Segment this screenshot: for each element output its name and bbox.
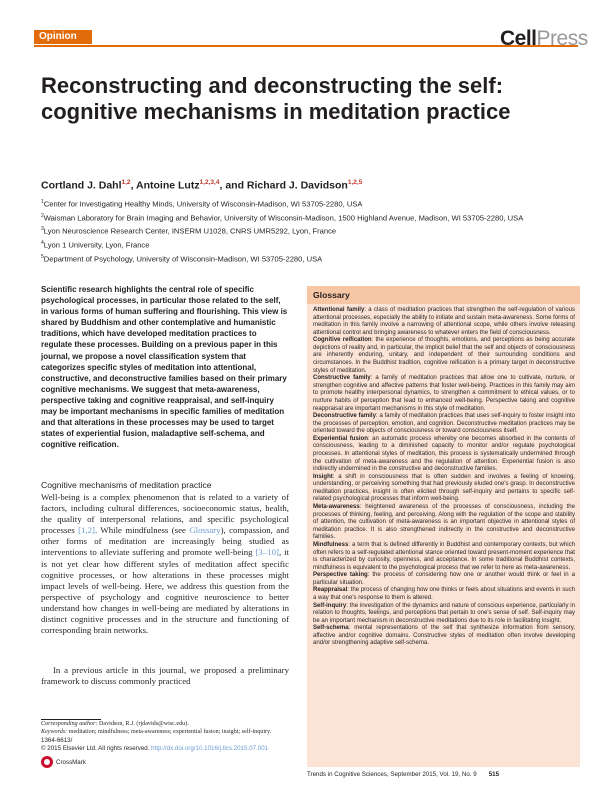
page-footer (307, 771, 580, 778)
glossary-entry (313, 587, 575, 602)
author-list (41, 176, 581, 193)
publisher-logo (500, 27, 588, 50)
glossary-term: Cognitive reification (313, 337, 372, 344)
logo-press-text: Press (536, 27, 588, 50)
citation-link[interactable]: [1,2] (78, 525, 95, 536)
glossary-term: Mindfulness (313, 541, 349, 548)
glossary-term: Reappraisal (313, 587, 348, 594)
glossary-definition: : a term that is defined differently in Buddhist and contemporary contexts, but which often refers to a self-regulated attentional stance oriented toward present-moment experience that is characterized by curiosity, openness, and acceptance. In some traditional Buddhist contexts, mindfulness is equivalent to the psychological process that we refer to here as meta-awareness. (313, 541, 575, 571)
copyright-line (41, 745, 268, 752)
glossary-definition: : heightened awareness of the processes of consciousness, including the processes of thinking, feeling, and perceiving. Along with the regulation of the scope and stability of attention, the cultivation of meta-awareness is an important objective in attentional styles of meditation practice. It is also strengthened indirectly in the constructive and deconstructive families. (313, 504, 575, 541)
author-separator: , and (219, 179, 247, 192)
footnote (41, 721, 289, 736)
author-affil-sup[interactable]: 1,2 (121, 179, 131, 186)
affiliation-text: Center for Investigating Healthy Minds, University of Wisconsin-Madison, WI 53705-2280, USA (43, 199, 363, 209)
glossary-term: Self-schema (313, 625, 349, 632)
glossary-definition: : a shift in consciousness that is often sudden and involves a feeling of knowing, understanding, or perceiving something that had previously eluded one's grasp. In deconstructive meditation practices, insight is often elicited through self-inquiry and pertains to specific self-related psychological processes that inform well-being. (313, 473, 575, 503)
abstract: Scientific research highlights the central role of specific psychological processes, in particular those related to the self, in various forms of human suffering and flourishing. This view is shared by Buddhism and other contemplative and humanistic traditions, which have developed meditation practices to regulate these processes. Building on a previous paper in this journal, we propose a novel classification system that categorizes specific styles of meditation into attentional, constructive, and deconstructive families based on their primary cognitive mechanisms. We suggest that meta-awareness, perspective taking and cognitive reappraisal, and self-inquiry may be important mechanisms in specific families of meditation and that alterations in these processes may be used to target states of experiential fusion, maladaptive self-schema, and cognitive reification. (41, 285, 288, 450)
glossary-entries (313, 307, 575, 648)
footnote-label: Keywords: (41, 728, 68, 735)
glossary-term: Constructive family (313, 375, 371, 382)
glossary-entry (313, 542, 575, 572)
glossary-definition: : a family of meditation practices that allow one to cultivate, nurture, or strengthen cognitive and affective patterns that foster well-being. Practices in this family may aim to promote healthy interpersonal dynamics, to strengthen a commitment to ethical values, or to nurture habits of perception that lead to enhanced well-being. Perspective taking and cognitive reappraisal are important mechanisms in this style of meditation. (313, 375, 575, 412)
citation-link[interactable]: [3–10] (255, 547, 279, 558)
journal-citation: Trends in Cognitive Sciences, September 2015, Vol. 19, No. 9 (307, 771, 477, 778)
glossary-entry (313, 603, 575, 626)
glossary-term: Perspective taking (313, 572, 368, 579)
glossary-definition: : a class of meditation practices that strengthen the self-regulation of various attentional processes, especially the ability to initiate and sustain meta-awareness. Some forms of meditation in this family involve a narrowing of attentional scope, while others involve releasing attentional control and bringing awareness to whatever enters the field of consciousness. (313, 307, 575, 336)
glossary-term: Deconstructive family (313, 413, 376, 420)
doi-link[interactable]: http://dx.doi.org/10.1016/j.tics.2015.07.001 (151, 745, 269, 752)
affiliation-item (41, 197, 581, 210)
affiliation-item (41, 211, 581, 224)
glossary-definition: : mental representations of the self that synthesize information from sensory, affective and/or cognitive domains. Constructive styles of meditation often involve developing and/or strengthening adaptive self-schema. (313, 625, 575, 647)
glossary-entry (313, 337, 575, 375)
affiliation-text: Lyon 1 University, Lyon, France (43, 240, 150, 250)
glossary-entry (313, 625, 575, 648)
glossary-entry (313, 474, 575, 504)
glossary-entry (313, 436, 575, 474)
article-type-badge: Opinion (34, 30, 92, 44)
body-paragraph: In a previous article in this journal, we proposed a preliminary framework to discuss commonly practiced (41, 665, 289, 687)
header-rule (34, 45, 578, 47)
body-text: . While mindfulness (see (94, 525, 190, 536)
crossmark-icon (41, 756, 53, 768)
affiliation-list (41, 197, 581, 266)
crossmark-label: CrossMark (56, 758, 86, 766)
glossary-term: Experiential fusion (313, 435, 368, 442)
author-name: Richard J. Davidson (246, 179, 348, 192)
affiliation-item (41, 252, 581, 265)
affiliation-number: 2 (41, 212, 44, 219)
glossary-link[interactable]: Glossary (189, 525, 221, 536)
keywords (41, 729, 289, 737)
affiliation-item (41, 224, 581, 237)
logo-main-text: Cell (500, 27, 537, 50)
footnote-label: Corresponding author: (41, 721, 98, 727)
glossary-definition: : a family of meditation practices that uses self-inquiry to foster insight into the processes of perception, emotion, and cognition. Deconstructive meditation practices may be oriented toward the objects of consciousness or toward consciousness itself. (313, 413, 576, 435)
article-title: Reconstructing and deconstructing the self: cognitive mechanisms in meditation practice (41, 73, 511, 124)
glossary-entry (313, 504, 575, 542)
footnote-text: meditation; mindfulness; meta-awareness; experiential fusion; insight; self-inquiry. (67, 728, 272, 735)
body-text: , it is not yet clear how different styles of meditation affect specific cognitive processes, or how alterations in these processes might impact levels of well-being. Here, we address this question from the perspective of psychology and cognitive neuroscience to better understand how changes in well-being are mediated by alterations in distinct cognitive processes and in the structure and functioning of corresponding brain networks. (41, 547, 289, 636)
glossary-term: Attentional family (313, 307, 365, 313)
glossary-entry (313, 572, 575, 587)
affiliation-number: 3 (41, 226, 44, 233)
glossary-entry (313, 413, 575, 436)
page-number: 515 (488, 771, 500, 778)
crossmark-badge[interactable] (41, 756, 86, 768)
body-text: Well-being is a complex phenomenon that is related to a variety of factors, including cultural differences, socioeconomic status, health, the quality of interpersonal relations, and specific psychological processes (41, 492, 289, 536)
affiliation-number: 1 (41, 199, 44, 205)
author-separator: , (130, 179, 137, 192)
footnote-text: Davidson, R.J. (rjdavids@wisc.edu). (97, 721, 189, 727)
affiliation-number: 5 (41, 253, 44, 260)
glossary-box (307, 286, 580, 767)
glossary-term: Self-inquiry (313, 602, 347, 609)
author-name: Cortland J. Dahl (41, 179, 122, 192)
body-paragraph (41, 492, 289, 636)
author-name: Antoine Lutz (136, 179, 200, 192)
body-text: ), compassion, and other forms of meditation are increasingly being studied as interventions to alleviate suffering and promote well-being (41, 525, 289, 558)
affiliation-text: Lyon Neuroscience Research Center, INSERM U1028, CNRS UMR5292, Lyon, France (43, 227, 337, 236)
copyright-text: © 2015 Elsevier Ltd. All rights reserved. (41, 745, 152, 752)
author-affil-sup[interactable]: 1,2,3,4 (199, 179, 220, 186)
affiliation-text: Waisman Laboratory for Brain Imaging and Behavior, University of Wisconsin-Madison, 1500 Highland Avenue, Madison, WI 53705-2280, USA (43, 213, 524, 223)
affiliation-item (41, 238, 581, 251)
footnote-rule (41, 719, 101, 720)
glossary-entry (313, 307, 575, 337)
glossary-entry (313, 375, 575, 413)
glossary-heading: Glossary (307, 286, 580, 304)
glossary-term: Meta-awareness (313, 504, 360, 511)
glossary-definition: : the process of considering how one or another would think or feel in a particular situation. (313, 572, 575, 586)
glossary-definition: : the process of changing how one thinks or feels about situations and events in such a way that one's response to them is altered. (313, 587, 575, 601)
glossary-definition: : the experience of thoughts, emotions, and perceptions as being accurate depictions of reality and, in particular, the implicit belief that the self and objects of consciousness are inherently enduring, unitary, and independent of their surrounding conditions and circumstances. In the Buddhist tradition, cognitive reification is a primary target in deconstructive styles of meditation. (313, 337, 575, 374)
section-heading: Cognitive mechanisms of meditation practice (41, 480, 212, 490)
glossary-definition: : an automatic process whereby one becomes absorbed in the contents of consciousness, leading to a diminished capacity to monitor and/or regulate psychological processes. In attentional styles of meditation, this process is systematically undermined through the cultivation of meta-awareness and the regulation of attention. Experiential fusion is also indirectly undermined in the constructive and deconstructive families. (313, 435, 575, 473)
glossary-definition: : the investigation of the dynamics and nature of conscious experience, particularly in relation to thoughts, feelings, and perceptions that pertain to one's sense of self. Self-inquiry may be an important mechanism in deconstructive meditations due to its role in facilitating insight. (313, 602, 575, 624)
glossary-term: Insight (313, 473, 333, 480)
affiliation-number: 4 (41, 240, 44, 247)
author-affil-sup[interactable]: 1,2,5 (347, 179, 363, 186)
issn: 1364-6613/ (41, 737, 73, 744)
affiliation-text: Department of Psychology, University of Wisconsin-Madison, WI 53705-2280, USA (43, 254, 323, 264)
corresponding-author (41, 721, 289, 729)
